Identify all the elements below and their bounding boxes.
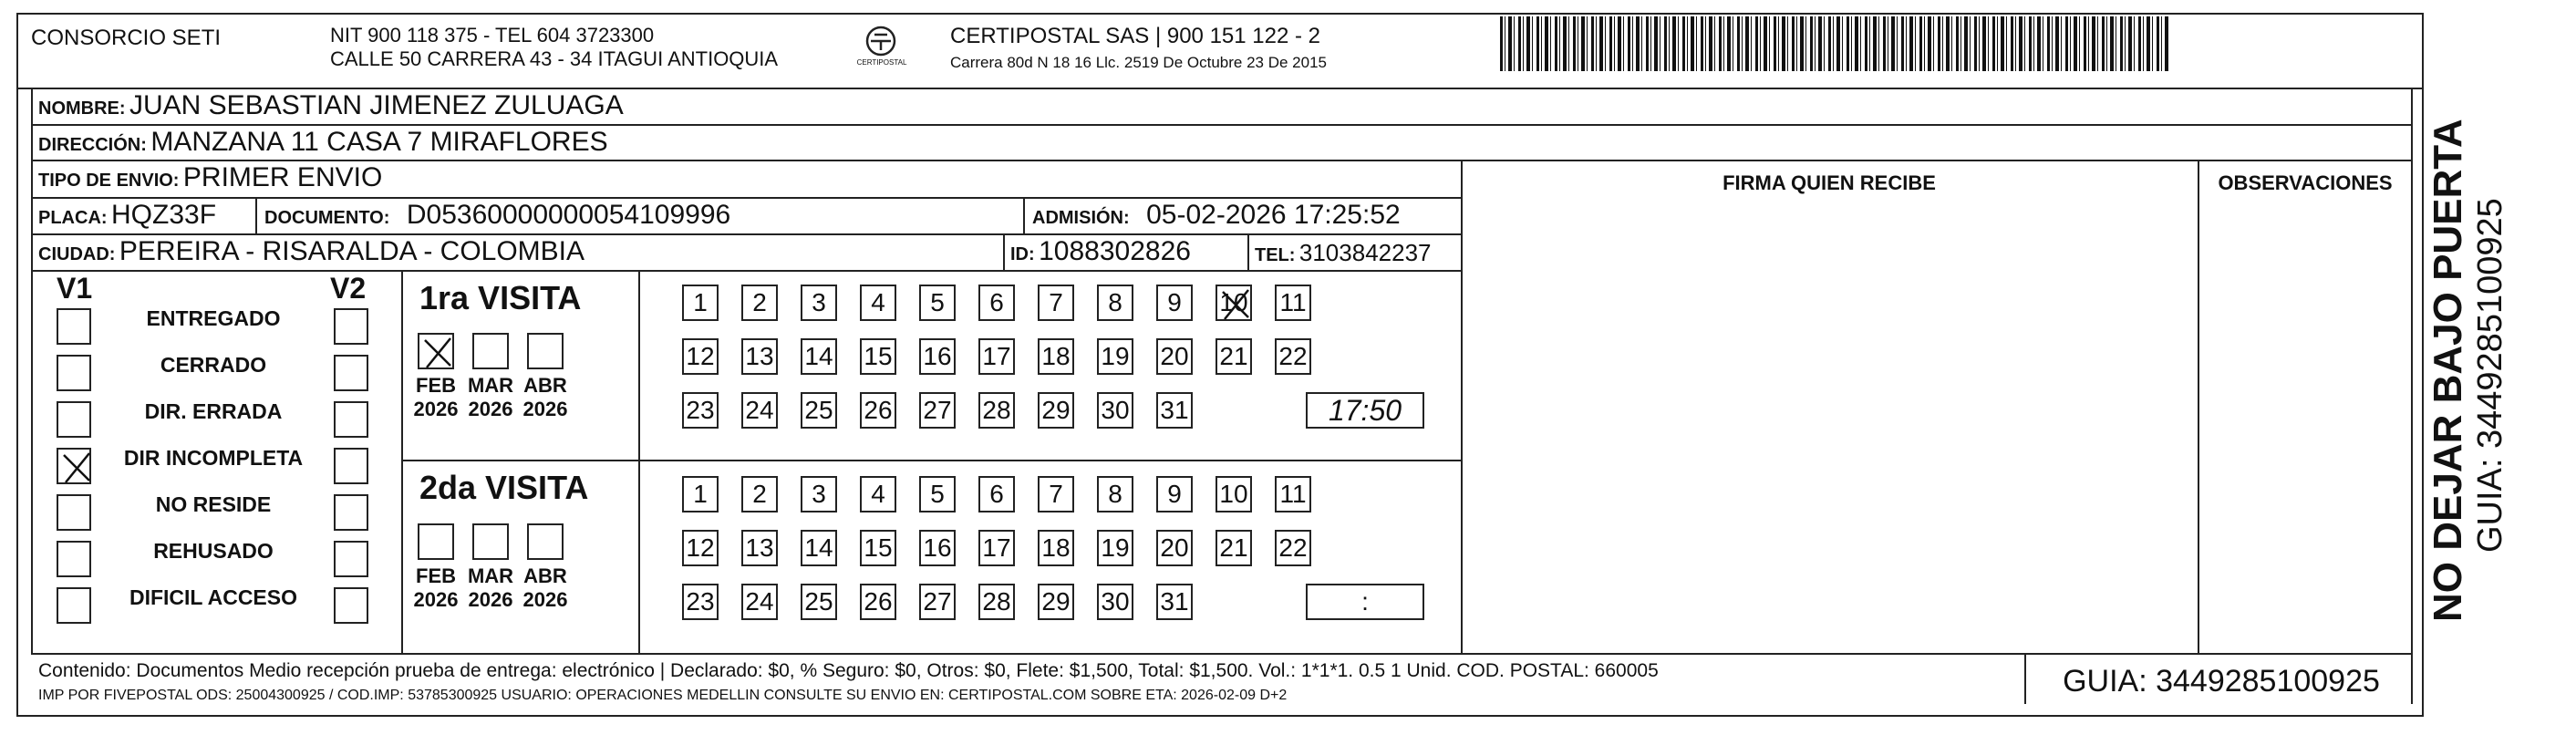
month-label: ABR xyxy=(523,564,567,587)
footer-contenido: Contenido: Documentos Medio recepción prueba de entrega: electrónico | Declarado: $0, % Seguro: $0, Otros: $0, Flete: $1,500, Total: $1,500. Vol.: 1*1*1. 0.5 1 Unid. COD. POSTAL: 660005 xyxy=(38,660,1659,681)
day-cell[interactable]: 15 xyxy=(860,530,896,566)
day-cell[interactable]: 7 xyxy=(1038,285,1074,321)
day-cell[interactable]: 19 xyxy=(1097,530,1133,566)
day-cell[interactable]: 3 xyxy=(801,285,837,321)
no-dejar-text: NO DEJAR BAJO PUERTA xyxy=(2426,119,2470,622)
day-cell[interactable]: 18 xyxy=(1038,338,1074,375)
nombre-label: NOMBRE: xyxy=(38,98,126,119)
day-cell[interactable]: 4 xyxy=(860,476,896,512)
day-cell[interactable]: 2 xyxy=(741,476,778,512)
ciudad-row xyxy=(38,236,585,267)
day-cell[interactable]: 2 xyxy=(741,285,778,321)
documento-label: DOCUMENTO: xyxy=(264,208,390,228)
divider xyxy=(1023,197,1025,233)
placa-value: HQZ33F xyxy=(111,200,217,230)
direccion-value: MANZANA 11 CASA 7 MIRAFLORES xyxy=(150,127,608,157)
day-cell[interactable]: 13 xyxy=(741,338,778,375)
v2-checkbox[interactable] xyxy=(334,587,368,624)
documento-value: D05360000000054109996 xyxy=(406,200,731,230)
year-label: 2026 xyxy=(468,398,513,420)
day-cell[interactable]: 12 xyxy=(682,338,719,375)
day-cell[interactable]: 16 xyxy=(919,338,956,375)
placa-label: PLACA: xyxy=(38,208,108,228)
v1-checkbox[interactable] xyxy=(57,308,91,345)
nombre-row xyxy=(38,90,624,121)
day-cell[interactable]: 8 xyxy=(1097,476,1133,512)
day-cell[interactable]: 26 xyxy=(860,392,896,429)
month-checkbox-abr[interactable] xyxy=(527,333,564,369)
year-label: 2026 xyxy=(468,588,513,611)
v2-checkbox[interactable] xyxy=(334,308,368,345)
day-cell[interactable]: 18 xyxy=(1038,530,1074,566)
day-cell[interactable]: 21 xyxy=(1216,530,1252,566)
firma-label: FIRMA QUIEN RECIBE xyxy=(1723,171,1936,194)
month-label: ABR xyxy=(523,374,567,397)
status-label: ENTREGADO xyxy=(146,306,281,330)
day-cell[interactable]: 11 xyxy=(1275,476,1311,512)
day-cell[interactable]: 10 xyxy=(1216,285,1252,321)
day-cell[interactable]: 12 xyxy=(682,530,719,566)
v2-checkbox[interactable] xyxy=(334,494,368,531)
footer-guia: GUIA: 3449285100925 xyxy=(2063,664,2380,699)
status-label: REHUSADO xyxy=(153,539,274,563)
nombre-value: JUAN SEBASTIAN JIMENEZ ZULUAGA xyxy=(129,90,624,120)
admision-value: 05-02-2026 17:25:52 xyxy=(1146,200,1401,230)
day-cell[interactable]: 22 xyxy=(1275,530,1311,566)
day-cell[interactable]: 8 xyxy=(1097,285,1133,321)
month-label: FEB xyxy=(416,564,456,587)
day-cell[interactable]: 26 xyxy=(860,584,896,620)
day-cell[interactable]: 25 xyxy=(801,392,837,429)
day-cell[interactable]: 13 xyxy=(741,530,778,566)
day-cell[interactable]: 3 xyxy=(801,476,837,512)
status-label: DIFICIL ACCESO xyxy=(129,585,297,609)
day-cell[interactable]: 16 xyxy=(919,530,956,566)
divider xyxy=(31,88,2411,89)
tel-label: TEL: xyxy=(1255,245,1296,265)
day-cell[interactable]: 27 xyxy=(919,584,956,620)
status-label: DIR INCOMPLETA xyxy=(123,446,304,470)
v1-checkbox[interactable] xyxy=(57,494,91,531)
id-value: 1088302826 xyxy=(1039,236,1191,266)
admision-label: ADMISIÓN: xyxy=(1032,208,1130,228)
admision-row xyxy=(1032,200,1401,231)
first-visit-title: 1ra VISITA xyxy=(419,279,582,316)
tipo-label: TIPO DE ENVIO: xyxy=(38,171,180,191)
day-cell[interactable]: 31 xyxy=(1156,584,1193,620)
day-cell[interactable]: 22 xyxy=(1275,338,1311,375)
divider xyxy=(1003,233,1005,270)
v2-checkbox[interactable] xyxy=(334,541,368,577)
v2-label: V2 xyxy=(330,272,367,305)
day-cell[interactable]: 23 xyxy=(682,584,719,620)
day-cell[interactable]: 24 xyxy=(741,584,778,620)
divider xyxy=(31,270,1463,272)
day-cell[interactable]: 10 xyxy=(1216,476,1252,512)
time-field[interactable]: : xyxy=(1306,584,1424,620)
id-label: ID: xyxy=(1010,244,1035,264)
month-checkbox-feb[interactable] xyxy=(418,523,454,560)
certipostal-logo: CERTIPOSTAL xyxy=(855,24,906,69)
day-cell[interactable]: 20 xyxy=(1156,338,1193,375)
day-cell[interactable]: 28 xyxy=(978,392,1015,429)
month-label: MAR xyxy=(467,374,514,397)
ciudad-label: CIUDAD: xyxy=(38,244,116,264)
certipostal-line2: Carrera 80d N 18 16 Llc. 2519 De Octubre 23 De 2015 xyxy=(950,54,1327,71)
day-cell[interactable]: 27 xyxy=(919,392,956,429)
divider xyxy=(255,197,257,233)
status-label: DIR. ERRADA xyxy=(144,399,283,423)
divider xyxy=(638,270,640,653)
day-cell[interactable]: 25 xyxy=(801,584,837,620)
day-cell[interactable]: 31 xyxy=(1156,392,1193,429)
v1-checkbox[interactable] xyxy=(57,541,91,577)
divider xyxy=(1247,233,1249,270)
divider xyxy=(1461,160,1463,653)
month-label: FEB xyxy=(416,374,456,397)
day-cell[interactable]: 17 xyxy=(978,338,1015,375)
day-cell[interactable]: 30 xyxy=(1097,584,1133,620)
divider xyxy=(31,88,33,653)
side-guia: GUIA: 3449285100925 xyxy=(2471,198,2509,553)
v1-checkbox[interactable] xyxy=(57,355,91,391)
day-cell[interactable]: 29 xyxy=(1038,392,1074,429)
divider xyxy=(31,124,2411,126)
address-line: CALLE 50 CARRERA 43 - 34 ITAGUI ANTIOQUIA xyxy=(330,47,779,70)
documento-row xyxy=(264,200,730,231)
day-cell[interactable]: 28 xyxy=(978,584,1015,620)
divider xyxy=(31,653,2411,655)
day-cell[interactable]: 4 xyxy=(860,285,896,321)
footer-imp: IMP POR FIVEPOSTAL ODS: 25004300925 / COD.IMP: 53785300925 USUARIO: OPERACIONES MEDELLIN CONSULTE SU ENVIO EN: CERTIPOSTAL.COM SOBRE ETA: 2026-02-09 D+2 xyxy=(38,688,1288,703)
divider xyxy=(31,197,1463,199)
day-cell[interactable]: 29 xyxy=(1038,584,1074,620)
second-visit-title: 2da VISITA xyxy=(419,469,589,506)
day-cell[interactable]: 24 xyxy=(741,392,778,429)
year-label: 2026 xyxy=(413,588,459,611)
day-cell[interactable]: 19 xyxy=(1097,338,1133,375)
divider xyxy=(31,160,2411,161)
divider xyxy=(401,460,1461,461)
day-cell[interactable]: 9 xyxy=(1156,285,1193,321)
divider xyxy=(2198,160,2199,653)
month-checkbox-mar[interactable] xyxy=(472,333,509,369)
day-cell[interactable]: 5 xyxy=(919,476,956,512)
direccion-row xyxy=(38,127,608,158)
day-cell[interactable]: 6 xyxy=(978,476,1015,512)
month-label: MAR xyxy=(467,564,514,587)
divider xyxy=(401,270,403,653)
divider xyxy=(2411,88,2413,704)
day-cell[interactable]: 6 xyxy=(978,285,1015,321)
v2-checkbox[interactable] xyxy=(334,401,368,438)
month-checkbox-feb[interactable] xyxy=(418,333,454,369)
day-cell[interactable]: 30 xyxy=(1097,392,1133,429)
direccion-label: DIRECCIÓN: xyxy=(38,135,147,155)
status-label: CERRADO xyxy=(160,353,267,377)
day-cell[interactable]: 23 xyxy=(682,392,719,429)
tel-value: 3103842237 xyxy=(1298,239,1432,266)
id-row xyxy=(1010,236,1191,267)
day-cell[interactable]: 20 xyxy=(1156,530,1193,566)
v1-checkbox[interactable] xyxy=(57,401,91,438)
tipo-value: PRIMER ENVIO xyxy=(182,162,383,192)
month-checkbox-abr[interactable] xyxy=(527,523,564,560)
day-cell[interactable]: 15 xyxy=(860,338,896,375)
day-cell[interactable]: 9 xyxy=(1156,476,1193,512)
v1-checkbox[interactable] xyxy=(57,448,91,484)
time-field[interactable]: 17:50 xyxy=(1306,392,1424,429)
v2-checkbox[interactable] xyxy=(334,355,368,391)
year-label: 2026 xyxy=(522,588,568,611)
day-cell[interactable]: 7 xyxy=(1038,476,1074,512)
day-cell[interactable]: 14 xyxy=(801,530,837,566)
nit-line: NIT 900 118 375 - TEL 604 3723300 xyxy=(330,24,655,47)
year-label: 2026 xyxy=(522,398,568,420)
company-name: CONSORCIO SETI xyxy=(31,26,222,50)
month-checkbox-mar[interactable] xyxy=(472,523,509,560)
tel-row xyxy=(1255,239,1432,267)
tipo-row xyxy=(38,162,382,193)
placa-row xyxy=(38,200,216,231)
day-cell[interactable]: 21 xyxy=(1216,338,1252,375)
day-cell[interactable]: 17 xyxy=(978,530,1015,566)
observaciones-label: OBSERVACIONES xyxy=(2218,171,2393,194)
day-cell[interactable]: 1 xyxy=(682,285,719,321)
v1-label: V1 xyxy=(57,272,93,305)
v2-checkbox[interactable] xyxy=(334,448,368,484)
day-cell[interactable]: 5 xyxy=(919,285,956,321)
day-cell[interactable]: 11 xyxy=(1275,285,1311,321)
status-label: NO RESIDE xyxy=(155,492,272,516)
v1-checkbox[interactable] xyxy=(57,587,91,624)
barcode xyxy=(1500,16,2170,71)
day-cell[interactable]: 1 xyxy=(682,476,719,512)
ciudad-value: PEREIRA - RISARALDA - COLOMBIA xyxy=(119,236,585,266)
divider xyxy=(2024,653,2026,704)
year-label: 2026 xyxy=(413,398,459,420)
certipostal-line1: CERTIPOSTAL SAS | 900 151 122 - 2 xyxy=(950,24,1320,48)
day-cell[interactable]: 14 xyxy=(801,338,837,375)
